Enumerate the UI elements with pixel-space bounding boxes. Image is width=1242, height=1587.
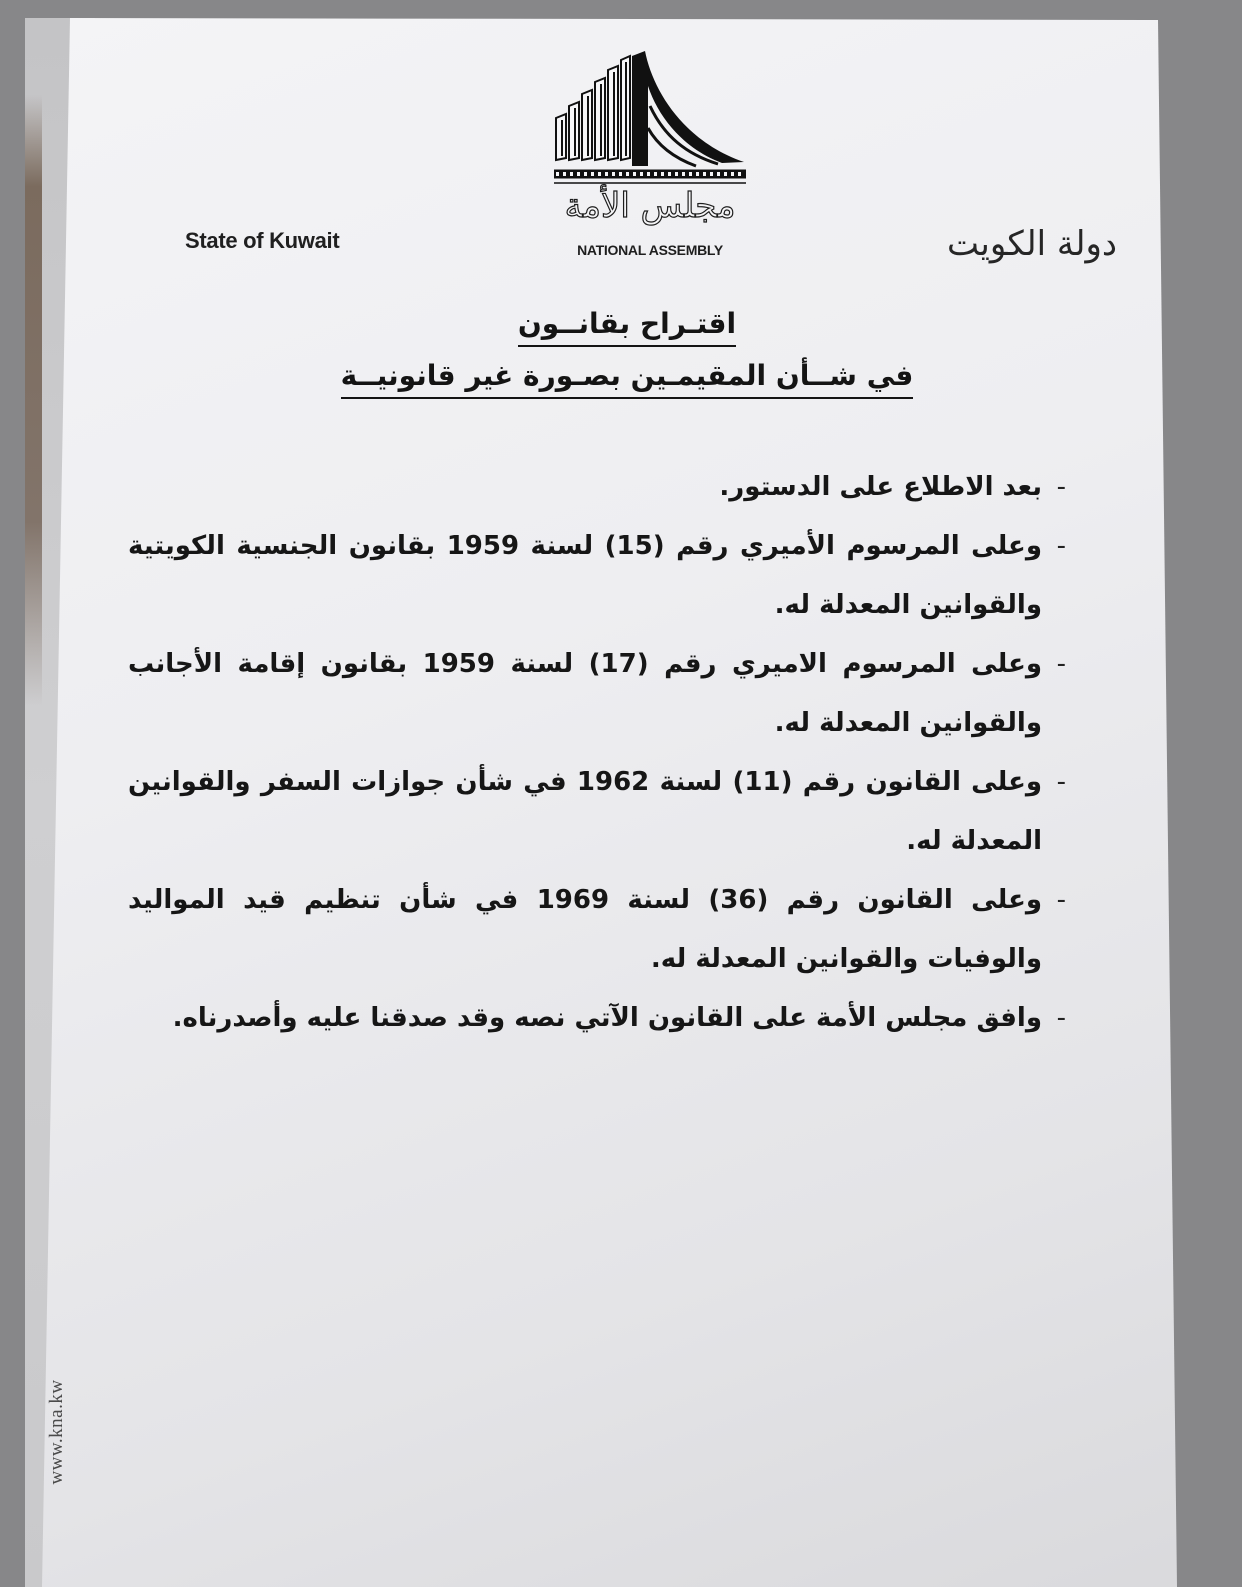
preamble-list — [128, 458, 1080, 1048]
bullet-dash: - — [1056, 649, 1066, 679]
preamble-clause — [128, 635, 1080, 753]
clause-text: وعلى القانون رقم (36) لسنة 1969 في شأن تنظيم قيد المواليد والوفيات والقوانين المعدلة له. — [128, 885, 1042, 974]
logo-arabic-name: مجلس الأمة — [564, 186, 736, 226]
clause-text: بعد الاطلاع على الدستور. — [719, 472, 1042, 502]
desk-edge — [25, 95, 42, 705]
preamble-clause — [128, 871, 1080, 989]
bullet-dash: - — [1056, 767, 1066, 797]
clause-text: وعلى القانون رقم (11) لسنة 1962 في شأن جوازات السفر والقوانين المعدلة له. — [128, 767, 1043, 856]
bullet-dash: - — [1056, 531, 1066, 561]
clause-text: وعلى المرسوم الاميري رقم (17) لسنة 1959 بقانون إقامة الأجانب والقوانين المعدلة له. — [128, 649, 1042, 738]
clause-text: وعلى المرسوم الأميري رقم (15) لسنة 1959 بقانون الجنسية الكويتية والقوانين المعدلة له. — [128, 531, 1042, 620]
bullet-dash: - — [1056, 472, 1066, 502]
state-of-kuwait-label: State of Kuwait — [185, 228, 340, 253]
document-title: اقتـراح بقانــون — [518, 306, 736, 347]
clause-text: وافق مجلس الأمة على القانون الآتي نصه وقد صدقنا عليه وأصدرناه. — [172, 1003, 1042, 1033]
logo-english-name: NATIONAL ASSEMBLY — [577, 242, 723, 258]
bullet-dash: - — [1056, 885, 1066, 915]
building-columns — [556, 56, 630, 160]
subtitle-block — [277, 358, 977, 399]
assembly-building-logo — [550, 50, 750, 192]
preamble-clause — [128, 517, 1080, 635]
title-block — [277, 306, 977, 347]
preamble-clause — [128, 458, 1080, 517]
bullet-dash: - — [1056, 1003, 1066, 1033]
preamble-clause — [128, 989, 1080, 1048]
website-watermark: www.kna.kw — [46, 1379, 67, 1485]
state-of-kuwait-arabic-label: دولة الكويت — [947, 224, 1117, 264]
document-subtitle: في شــأن المقيمـين بصـورة غير قانونيــة — [341, 358, 914, 399]
preamble-clause — [128, 753, 1080, 871]
